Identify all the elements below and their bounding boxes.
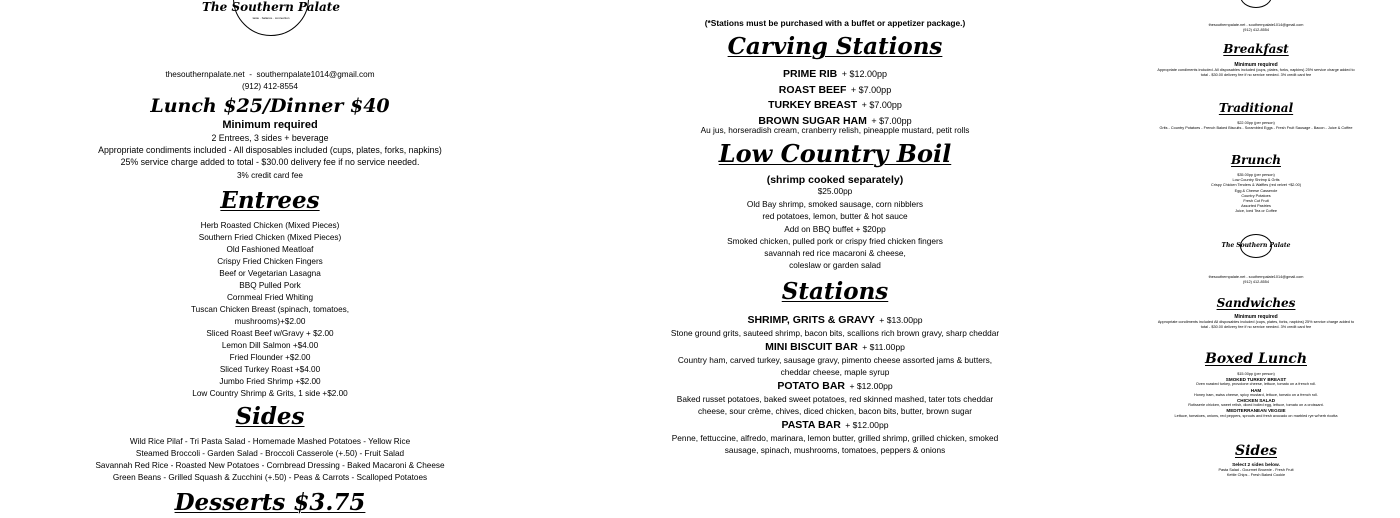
station-item-header <box>670 312 1000 327</box>
carving-name: TURKEY BREAST <box>768 99 858 111</box>
carving-list <box>670 66 1000 128</box>
stations-heading: Stations <box>781 278 889 305</box>
boxed-name: CHICKEN SALAD <box>1236 398 1276 404</box>
boxed-desc: Lettuce, tomatoes, onions, red peppers, sprouts and fresh avocado on marbled rye w/herb ricotta <box>1174 413 1338 418</box>
boil-line: Old Bay shrimp, smoked sausage, corn nibblers <box>746 199 924 209</box>
entrees-list <box>80 220 460 400</box>
breakfast-heading: Breakfast <box>1223 42 1289 56</box>
entree-item: Crispy Fried Chicken Fingers <box>217 257 323 266</box>
brunch-item: Crispy Chicken Tenders & Waffles (red velvet +$2.00) <box>1211 183 1301 188</box>
conditions-text: Appropriate condiments included - All disposables included (cups, plates, forks, napkins) <box>98 145 442 155</box>
sandwiches-heading: Sandwiches <box>1216 296 1296 310</box>
side-line: Green Beans - Grilled Squash & Zucchini (+.50) - Peas & Carrots - Scalloped Potatoes <box>112 473 428 482</box>
boxed-items <box>1150 377 1362 419</box>
brunch-item: Low Country Shrimp & Grits <box>1232 178 1280 183</box>
traditional-items: Grits - Country Potatoes - French Baked Biscuits - Scrambled Eggs - Fresh Fruit Sausage - Bacon - Juice & Coffee <box>1159 126 1353 131</box>
station-price: + $12.00pp <box>849 381 893 391</box>
brunch-item: Juice, Iced Tea or Coffee <box>1235 209 1277 214</box>
rb-side-line: Kettle Chips - Fresh Baked Cookie <box>1226 473 1286 478</box>
station-item-header <box>670 378 1000 393</box>
breakfast-terms: Appropriate condiments included. All disposables included (cups, plates, forks, napkins) 25% service charge added to total - $30.00 delivery fee if no service needed. 3% credit card fee <box>1157 68 1355 78</box>
boxed-name: SMOKED TURKEY BREAST <box>1225 377 1287 383</box>
station-desc: Baked russet potatoes, baked sweet potatoes, red skinned mashed, tater tots cheddar cheese, sour crème, chives, diced chicken, bacon bits, butter, brown sugar <box>676 394 994 416</box>
station-name: PASTA BAR <box>781 419 841 431</box>
rb-side-line: Pasta Salad - Gourmet Brownie - Fresh Fruit <box>1218 468 1294 473</box>
boxed-desc: Honey ham, swiss cheese, spicy mustard, lettuce, tomato on a french roll. <box>1194 392 1318 397</box>
contact-line: thesouthernpalate.net - southernpalate1014@gmail.com <box>165 70 375 79</box>
lunch-dinner-title: Lunch $25/Dinner $40 <box>150 95 390 117</box>
lunch-sides-list <box>80 436 460 484</box>
carving-price: + $7.00pp <box>861 100 902 110</box>
station-desc: Stone ground grits, sauteed shrimp, bacon bits, scallions rich brown gravy, sharp cheddar <box>670 328 1000 338</box>
brunch-item: Egg & Cheese Casserole <box>1234 188 1278 193</box>
phone-number: (912) 412-8554 <box>242 82 298 91</box>
boxed-desc: Oven roasted turkey, provolone cheese, lettuce, tomato on a french roll. <box>1195 382 1317 387</box>
logo-name: The Southern Palate <box>202 0 340 14</box>
southern-palate-logo-small <box>1220 0 1292 10</box>
entrees-rule: 2 Entrees, 3 sides + beverage <box>211 133 329 143</box>
station-price: + $12.00pp <box>845 420 889 430</box>
service-charge-text: 25% service charge added to total - $30.00 delivery fee if no service needed. <box>120 157 420 167</box>
traditional-heading: Traditional <box>1218 101 1294 115</box>
boxed-lunch-heading: Boxed Lunch <box>1205 351 1307 367</box>
boxed-desc: Rotisserie chicken, sweet relish, diced boiled egg, lettuce, tomato on a croissant. <box>1188 403 1324 408</box>
brunch-heading: Brunch <box>1231 153 1281 167</box>
station-desc: Country ham, carved turkey, sausage gravy, pimento cheese assorted jams & butters, cheddar cheese, maple syrup <box>677 355 993 377</box>
entree-item: BBQ Pulled Pork <box>239 281 301 290</box>
brunch-item: Country Potatoes <box>1241 193 1271 198</box>
boxed-name: MEDITERRANEAN VEGGIE <box>1226 408 1286 414</box>
sides-heading: Sides <box>235 403 305 430</box>
boil-subtitle: (shrimp cooked separately) <box>766 174 904 186</box>
rb-min-label: Minimum required <box>1234 314 1278 320</box>
email-link[interactable]: southernpalate1014@gmail.com <box>256 70 375 79</box>
rt-contact: thesouthernpalate.net - southernpalate1014@gmail.com <box>1208 23 1304 27</box>
station-price: + $13.00pp <box>879 315 923 325</box>
entree-item: Sliced Roast Beef w/Gravy + $2.00 <box>206 329 334 338</box>
station-price: + $11.00pp <box>862 342 905 352</box>
brunch-items <box>1150 178 1362 214</box>
boil-line: savannah red rice macaroni & cheese, <box>764 248 906 259</box>
boil-lines <box>670 198 1000 272</box>
card-fee-text: 3% credit card fee <box>237 171 303 180</box>
rb-contact: thesouthernpalate.net - southernpalate1014@gmail.com <box>1208 275 1304 279</box>
station-item-header <box>670 339 1000 354</box>
carving-price: + $7.00pp <box>850 84 892 95</box>
carving-name: PRIME RIB <box>782 68 838 80</box>
carving-item <box>670 82 1000 98</box>
rb-sides-lines <box>1150 468 1362 478</box>
entree-item: Cornmeal Fried Whiting <box>227 293 313 302</box>
station-name: MINI BISCUIT BAR <box>765 341 858 353</box>
small-logo-name-2: The Southern Palate <box>1221 242 1291 249</box>
boil-price: $25.00pp <box>817 186 853 196</box>
boxed-price: $15.00pp (per person) <box>1237 372 1275 376</box>
boxed-name: HAM <box>1250 387 1262 393</box>
southern-palate-logo <box>201 0 341 36</box>
side-line: Steamed Broccoli - Garden Salad - Broccoli Casserole (+.50) - Fruit Salad <box>135 449 405 458</box>
entree-item: Lemon Dill Salmon +$4.00 <box>221 341 319 350</box>
entrees-heading: Entrees <box>220 187 320 214</box>
station-name: SHRIMP, GRITS & GRAVY <box>747 314 875 326</box>
minimum-required-label: Minimum required <box>222 119 318 131</box>
station-name: POTATO BAR <box>777 380 845 392</box>
boil-line: Smoked chicken, pulled pork or crispy fried chicken fingers <box>727 235 943 246</box>
carving-price: + $7.00pp <box>871 115 912 126</box>
rb-phone: (912) 412-8554 <box>1243 280 1269 285</box>
entree-item: Sliced Turkey Roast +$4.00 <box>219 365 321 374</box>
sandwich-terms: Appropriate condiments included All disposables included (cups, plates, forks, napkins) 25% service charge added to total - $30.00 delivery fee if no service needed. 3% credit card fee <box>1157 320 1355 330</box>
traditional-price: $22.00pp (per person) <box>1237 121 1275 125</box>
website-link[interactable]: thesouthernpalate.net <box>165 70 245 79</box>
entree-item: Fried Flounder +$2.00 <box>229 353 311 362</box>
station-desc: Penne, fettuccine, alfredo, marinara, lemon butter, grilled shrimp, grilled chicken, smoked sausage, spinach, mushrooms, tomatoes, peppers & onions <box>671 433 999 455</box>
boil-line: Add on BBQ buffet + $20pp <box>784 223 886 234</box>
carving-note: Au jus, horseradish cream, cranberry relish, pineapple mustard, petit rolls <box>700 125 970 135</box>
carving-price: + $12.00pp <box>841 69 887 79</box>
entree-item: Old Fashioned Meatloaf <box>226 245 314 254</box>
entree-item: Herb Roasted Chicken (Mixed Pieces) <box>200 221 340 230</box>
station-items <box>670 312 1000 456</box>
entree-item: Jumbo Fried Shrimp +$2.00 <box>219 377 321 386</box>
entree-item: Tuscan Chicken Breast (spinach, tomatoes, <box>190 305 350 314</box>
desserts-heading: Desserts $3.75 <box>174 489 366 516</box>
southern-palate-logo-small-2 <box>1220 244 1292 260</box>
side-line: Savannah Red Rice - Roasted New Potatoes - Cornbread Dressing - Baked Macaroni & Cheese <box>95 461 445 470</box>
carving-name: BROWN SUGAR HAM <box>758 114 867 127</box>
logo-tagline: taste · balance · connection <box>252 16 290 20</box>
station-item-header <box>670 417 1000 432</box>
rt-phone: (912) 412-8554 <box>1243 28 1269 33</box>
boil-heading: Low Country Boil <box>718 139 952 168</box>
carving-heading: Carving Stations <box>727 33 943 60</box>
entree-item: mushrooms)+$2.00 <box>234 317 306 326</box>
entree-item: Low Country Shrimp & Grits, 1 side +$2.00 <box>192 389 348 398</box>
rb-sides-rule: Select 2 sides below. <box>1232 463 1280 468</box>
boil-line: red potatoes, lemon, butter & hot sauce <box>762 211 908 222</box>
rb-sides-heading: Sides <box>1234 443 1277 459</box>
brunch-price: $35.00pp (per person) <box>1237 173 1275 177</box>
boil-line: coleslaw or garden salad <box>789 260 881 271</box>
entree-item: Beef or Vegetarian Lasagna <box>219 269 321 278</box>
carving-item <box>670 66 1000 82</box>
rt-min-label: Minimum required <box>1234 62 1278 68</box>
carving-name: ROAST BEEF <box>778 83 847 96</box>
brunch-item: Fresh Cut Fruit <box>1243 199 1269 204</box>
entree-item: Southern Fried Chicken (Mixed Pieces) <box>198 233 342 242</box>
brunch-item: Assorted Pastries <box>1241 204 1271 209</box>
stations-notice: (*Stations must be purchased with a buffet or appetizer package.) <box>704 18 966 28</box>
side-line: Wild Rice Pilaf - Tri Pasta Salad - Homemade Mashed Potatoes - Yellow Rice <box>129 437 411 446</box>
carving-item <box>670 97 1000 113</box>
